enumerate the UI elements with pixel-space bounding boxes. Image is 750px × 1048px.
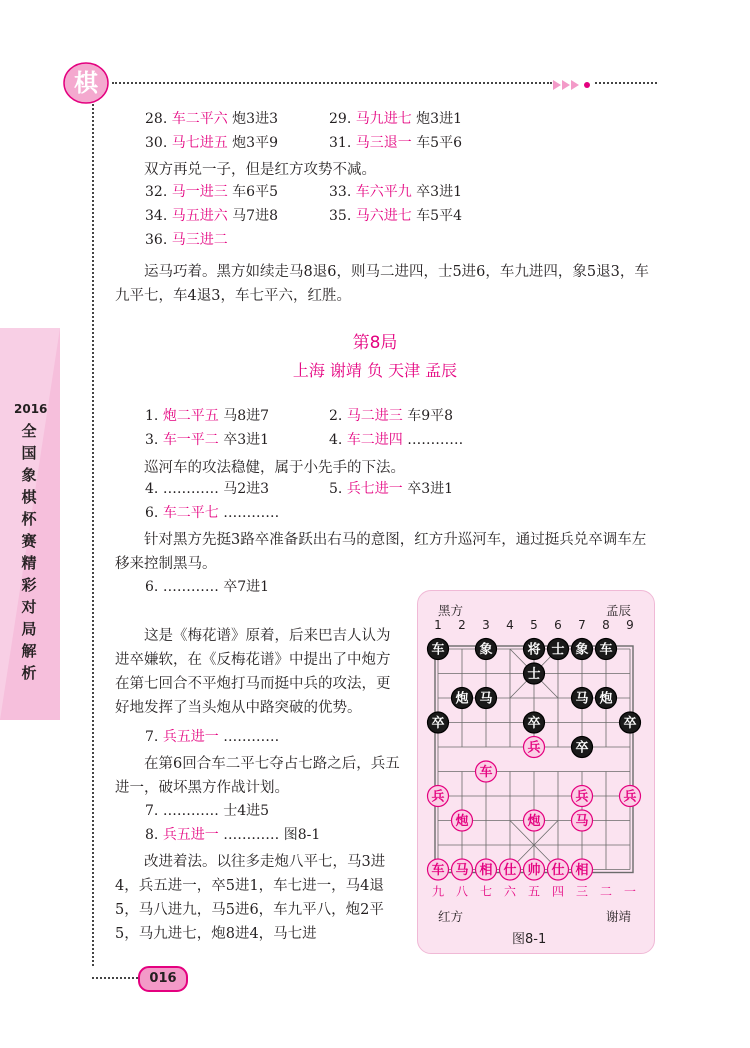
move-entry bbox=[145, 728, 279, 746]
piece-label: 相 bbox=[575, 863, 589, 878]
piece-label: 卒 bbox=[623, 716, 637, 731]
red-move: 马六进七 bbox=[355, 208, 412, 224]
top-file-number: 6 bbox=[554, 618, 562, 632]
paragraph: 运马巧着。黑方如续走马8退6，则马二进四，士5进6，车九进四，象5退3，车九平七，车4退3，车七平六，红胜。 bbox=[115, 264, 649, 304]
move-entry bbox=[329, 110, 462, 128]
bottom-file-number: 九 bbox=[431, 884, 445, 899]
game-subtitle: 上海 谢靖 负 天津 孟辰 bbox=[292, 361, 458, 380]
move-entry bbox=[329, 134, 462, 152]
red-move: ………… bbox=[162, 579, 219, 595]
black-move: 炮3进1 bbox=[411, 111, 462, 127]
move-entry bbox=[145, 183, 278, 201]
piece-label: 马 bbox=[575, 691, 589, 707]
piece-label: 炮 bbox=[455, 691, 469, 707]
move-entry bbox=[145, 480, 269, 498]
black-player: 孟辰 bbox=[606, 603, 632, 618]
book-title-char: 对 bbox=[21, 598, 37, 616]
book-title-year: 2016 bbox=[14, 402, 48, 416]
move-entry bbox=[145, 826, 320, 844]
paragraph: 在第6回合车二平七夺占七路之后，兵五进一，破坏黑方作战计划。 bbox=[115, 756, 400, 796]
piece-label: 车 bbox=[431, 642, 445, 658]
bottom-file-number: 四 bbox=[551, 884, 565, 899]
book-title-char: 象 bbox=[21, 466, 37, 484]
bottom-file-number: 二 bbox=[599, 884, 613, 899]
red-move: 马九进七 bbox=[355, 111, 412, 127]
footer-rule bbox=[92, 977, 138, 979]
bottom-file-number: 一 bbox=[623, 884, 637, 899]
red-move: ………… bbox=[162, 803, 219, 819]
black-move: 士4进5 bbox=[218, 803, 270, 819]
black-move: 炮3进3 bbox=[227, 111, 278, 127]
paragraph: 双方再兑一子，但是红方攻势不减。 bbox=[144, 162, 376, 178]
piece-label: 兵 bbox=[623, 789, 637, 805]
red-label: 红方 bbox=[438, 909, 464, 924]
move-entry bbox=[145, 110, 278, 128]
book-title-char: 赛 bbox=[21, 532, 37, 550]
book-title-char: 析 bbox=[21, 664, 37, 682]
move-entry bbox=[145, 134, 278, 152]
piece-label: 马 bbox=[455, 863, 469, 878]
top-file-number: 9 bbox=[626, 618, 634, 632]
game-title: 第8局 bbox=[352, 333, 398, 353]
piece-label: 兵 bbox=[575, 789, 589, 805]
board-figure bbox=[417, 590, 655, 954]
piece-label: 士 bbox=[551, 642, 565, 658]
move-entry bbox=[329, 183, 462, 201]
paragraph: 针对黑方先挺3路卒准备跃出右马的意图，红方升巡河车，通过挺兵兑卒调车左移来控制黑马。 bbox=[115, 532, 647, 572]
move-number: 31. bbox=[329, 135, 356, 151]
move-number: 4. bbox=[329, 432, 347, 448]
left-rule bbox=[92, 104, 94, 966]
book-title-char: 精 bbox=[21, 554, 37, 572]
piece-label: 马 bbox=[479, 691, 493, 707]
move-entry bbox=[329, 207, 462, 225]
figure-caption: 图8-1 bbox=[512, 932, 547, 947]
bottom-file-number: 六 bbox=[503, 884, 517, 899]
move-number: 5. bbox=[329, 481, 347, 497]
book-title-char: 国 bbox=[21, 444, 37, 462]
move-number: 29. bbox=[329, 111, 356, 127]
red-move: 兵五进一 bbox=[162, 729, 219, 745]
piece-label: 象 bbox=[575, 642, 589, 658]
piece-label: 卒 bbox=[575, 740, 589, 756]
piece-label: 兵 bbox=[431, 789, 445, 805]
move-number: 28. bbox=[145, 111, 172, 127]
red-move: ………… bbox=[162, 481, 219, 497]
piece-label: 士 bbox=[527, 667, 541, 682]
red-player: 谢靖 bbox=[606, 909, 632, 924]
move-entry bbox=[145, 231, 228, 249]
bottom-file-number: 五 bbox=[527, 884, 541, 899]
piece-label: 车 bbox=[599, 642, 613, 658]
red-move: 炮二平五 bbox=[162, 408, 219, 424]
black-move: 卒3进1 bbox=[411, 184, 462, 200]
black-move: 车5平4 bbox=[411, 208, 462, 224]
move-entry bbox=[145, 578, 269, 596]
red-move: 车二平六 bbox=[171, 111, 228, 127]
piece-label: 炮 bbox=[599, 691, 613, 707]
move-number: 35. bbox=[329, 208, 356, 224]
black-move: 卒3进1 bbox=[218, 432, 270, 448]
piece-label: 相 bbox=[479, 863, 493, 878]
piece-label: 卒 bbox=[527, 716, 541, 731]
black-move: 炮3平9 bbox=[227, 135, 278, 151]
move-number: 4. bbox=[145, 481, 163, 497]
paragraph: 改进着法。以往多走炮八平七，马3进4，兵五进一，卒5进1，车七进一，马4退5，马八进九，马5进6，车九平八，炮2平5，马九进七，炮8进4，马七进 bbox=[115, 854, 386, 942]
move-entry bbox=[145, 802, 269, 820]
book-title-char: 彩 bbox=[21, 576, 37, 594]
black-move: ………… bbox=[218, 505, 280, 521]
top-file-number: 7 bbox=[578, 618, 586, 632]
move-entry bbox=[329, 480, 453, 498]
bottom-file-number: 八 bbox=[455, 884, 469, 899]
arrow-ornament-icon bbox=[553, 79, 593, 91]
red-move: 马一进三 bbox=[171, 184, 228, 200]
black-move: 卒3进1 bbox=[402, 481, 454, 497]
piece-label: 车 bbox=[479, 765, 493, 780]
red-move: 马七进五 bbox=[171, 135, 228, 151]
piece-label: 卒 bbox=[431, 716, 445, 731]
move-entry bbox=[145, 504, 279, 522]
move-number: 30. bbox=[145, 135, 172, 151]
red-move: 马三退一 bbox=[355, 135, 412, 151]
bottom-file-number: 七 bbox=[479, 884, 493, 899]
book-title-char: 棋 bbox=[21, 488, 37, 506]
top-file-number: 4 bbox=[506, 618, 514, 632]
red-move: 车二进四 bbox=[346, 432, 403, 448]
svg-text:棋: 棋 bbox=[74, 68, 98, 97]
paragraph: 巡河车的攻法稳健，属于小先手的下法。 bbox=[144, 460, 405, 476]
black-move: 马8进7 bbox=[218, 408, 270, 424]
red-move: 车二平七 bbox=[162, 505, 219, 521]
vertical-book-title bbox=[14, 398, 48, 684]
piece-label: 象 bbox=[479, 642, 493, 658]
piece-label: 马 bbox=[575, 814, 589, 829]
black-move: 车6平5 bbox=[227, 184, 278, 200]
red-move: 马二进三 bbox=[346, 408, 403, 424]
book-title-char: 杯 bbox=[21, 510, 37, 528]
move-number: 8. bbox=[145, 827, 163, 843]
black-move: ………… bbox=[402, 432, 464, 448]
black-move: 车5平6 bbox=[411, 135, 462, 151]
move-entry bbox=[329, 407, 453, 425]
black-move: 卒7进1 bbox=[218, 579, 270, 595]
piece-label: 仕 bbox=[503, 863, 517, 878]
move-number: 7. bbox=[145, 803, 163, 819]
move-entry bbox=[145, 207, 278, 225]
top-file-number: 5 bbox=[530, 618, 538, 632]
top-file-number: 2 bbox=[458, 618, 466, 632]
move-number: 7. bbox=[145, 729, 163, 745]
piece-label: 仕 bbox=[551, 863, 565, 878]
red-move: 兵五进一 bbox=[162, 827, 219, 843]
piece-label: 炮 bbox=[455, 814, 469, 829]
black-move: ………… 图8-1 bbox=[218, 827, 321, 843]
header-rule bbox=[112, 82, 552, 84]
piece-label: 帅 bbox=[527, 863, 541, 878]
red-move: 车一平二 bbox=[162, 432, 219, 448]
piece-label: 将 bbox=[527, 642, 541, 658]
move-number: 2. bbox=[329, 408, 347, 424]
red-move: 兵七进一 bbox=[346, 481, 403, 497]
piece-label: 炮 bbox=[527, 814, 541, 829]
piece-label: 兵 bbox=[527, 740, 541, 756]
red-move: 马三进二 bbox=[171, 232, 228, 248]
header-logo bbox=[62, 60, 110, 106]
move-number: 34. bbox=[145, 208, 172, 224]
black-move: 马2进3 bbox=[218, 481, 270, 497]
move-entry bbox=[145, 431, 269, 449]
move-number: 6. bbox=[145, 505, 163, 521]
black-label: 黑方 bbox=[438, 603, 464, 618]
book-title-char: 解 bbox=[21, 642, 37, 660]
move-number: 33. bbox=[329, 184, 356, 200]
top-file-number: 8 bbox=[602, 618, 610, 632]
move-number: 6. bbox=[145, 579, 163, 595]
red-move: 车六平九 bbox=[355, 184, 412, 200]
black-move: 马7进8 bbox=[227, 208, 278, 224]
paragraph: 这是《梅花谱》原着，后来巴吉人认为进卒嫌软，在《反梅花谱》中提出了中炮方在第七回合不平炮打马而挺中兵的攻法，更好地发挥了当头炮从中路突破的优势。 bbox=[115, 628, 391, 716]
move-number: 32. bbox=[145, 184, 172, 200]
move-number: 1. bbox=[145, 408, 163, 424]
page-number: 016 bbox=[138, 966, 188, 992]
top-file-number: 1 bbox=[434, 618, 442, 632]
bottom-file-number: 三 bbox=[575, 884, 589, 899]
move-entry bbox=[329, 431, 463, 449]
header-arrows bbox=[553, 76, 593, 88]
move-number: 36. bbox=[145, 232, 172, 248]
piece-label: 车 bbox=[431, 863, 445, 878]
move-number: 3. bbox=[145, 432, 163, 448]
xiangqi-board bbox=[418, 591, 654, 953]
move-entry bbox=[145, 407, 269, 425]
black-move: 车9平8 bbox=[402, 408, 454, 424]
book-title-char: 局 bbox=[21, 620, 37, 638]
book-title-char: 全 bbox=[21, 422, 37, 440]
red-move: 马五进六 bbox=[171, 208, 228, 224]
header-rule-right bbox=[595, 82, 657, 84]
black-move: ………… bbox=[218, 729, 280, 745]
top-file-number: 3 bbox=[482, 618, 490, 632]
chess-logo-icon bbox=[62, 60, 110, 106]
